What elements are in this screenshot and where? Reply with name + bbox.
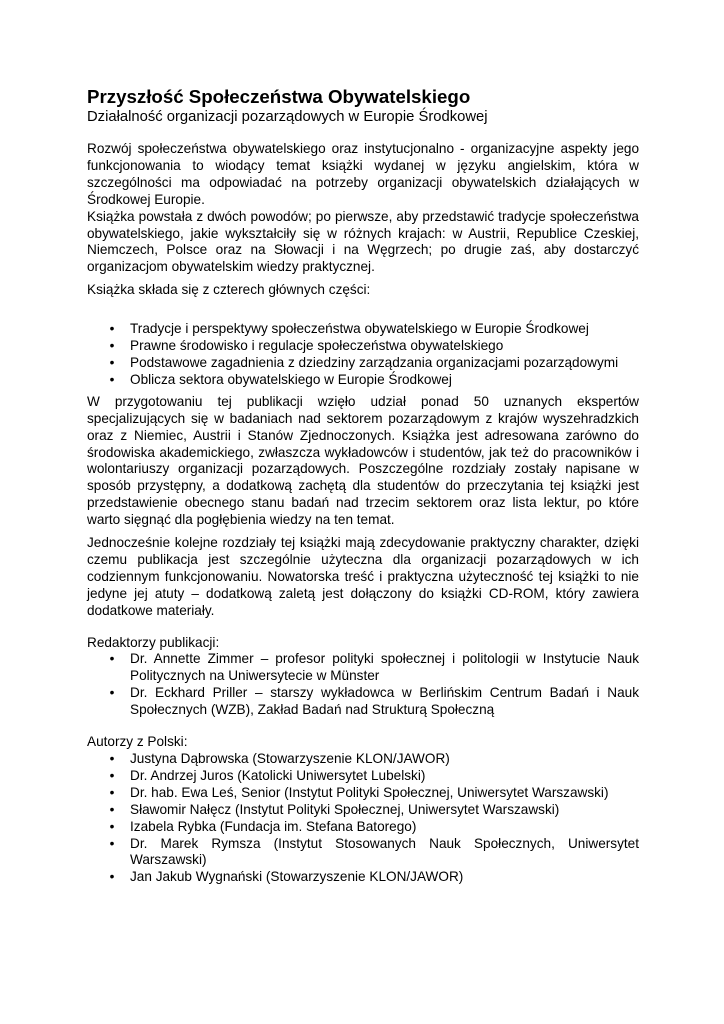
- document-page: [87, 86, 639, 886]
- body-paragraph-2: Jednocześnie kolejne rozdziały tej książki mają zdecydowanie praktyczny charakter, dzięki czemu publikacja jest szczególnie użyteczna dla organizacji pozarządowych w ich codziennym funkcjonowaniu. Nowatorska treść i praktyczna użyteczność tej książki to nie jedyne jej atuty – dodatkową zaletą jest dołączony do książki CD-ROM, który zawiera dodatkowe materiały.: [87, 535, 639, 618]
- list-item: • Sławomir Nałęcz (Instytut Polityki Społecznej, Uniwersytet Warszawski): [87, 802, 639, 819]
- editors-heading: Redaktorzy publikacji:: [87, 634, 220, 650]
- list-item: • Jan Jakub Wygnański (Stowarzyszenie KLON/JAWOR): [87, 869, 639, 886]
- editors-list: [87, 651, 639, 719]
- intro-paragraph-2: Książka powstała z dwóch powodów; po pierwsze, aby przedstawić tradycje społeczeństwa obywatelskiego, jakie wykształciły się w różnych krajach: w Austrii, Republice Czeskiej, Niemczech, Polsce oraz na Słowacji i na Węgrzech; po drugie zaś, aby dostarczyć organizacjom obywatelskim wiedzy praktycznej.: [87, 208, 639, 275]
- document-subtitle: Działalność organizacji pozarządowych w Europie Środkowej: [87, 109, 488, 125]
- authors-heading: Autorzy z Polski:: [87, 734, 188, 750]
- list-item: • Dr. Eckhard Priller – starszy wykładowca w Berlińskim Centrum Badań i Nauk Społecznych (WZB), Zakład Badań nad Strukturą Społeczną: [87, 685, 639, 719]
- list-item: • Dr. hab. Ewa Leś, Senior (Instytut Polityki Społecznej, Uniwersytet Warszawski): [87, 785, 639, 802]
- list-item: • Dr. Andrzej Juros (Katolicki Uniwersytet Lubelski): [87, 768, 639, 785]
- parts-list: [87, 321, 639, 389]
- bullet-icon: •: [109, 751, 115, 766]
- body-paragraph-1: W przygotowaniu tej publikacji wzięło udział ponad 50 uznanych ekspertów specjalizujących się w badaniach nad sektorem pozarządowym z krajów wyszehradzkich oraz z Niemiec, Austrii i Stanów Zjednoczonych. Książka jest adresowana zarówno do środowiska akademickiego, zwłaszcza wykładowców i studentów, jak też do pracowników i wolontariuszy organizacji pozarządowych. Poszczególne rozdziały zostały napisane w sposób przystępny, a dodatkową zachętą dla studentów do przeczytania tej książki jest przedstawienie obecnego stanu badań nad trzecim sektorem oraz lista lektur, po które warto sięgnąć dla pogłębienia wiedzy na ten temat.: [87, 393, 639, 528]
- bullet-icon: •: [109, 818, 115, 834]
- bullet-icon: •: [109, 784, 115, 800]
- list-item: • Dr. Marek Rymsza (Instytut Stosowanych Nauk Społecznych, Uniwersytet Warszawski): [87, 836, 639, 870]
- intro-paragraph-1: Rozwój społeczeństwa obywatelskiego oraz instytucjonalno - organizacyjne aspekty jego funkcjonowania to wiodący temat książki wydanej w języku angielskim, która w szczególności ma odpowiadać na potrzeby organizacji obywatelskich działających w Środkowej Europie.: [87, 141, 639, 207]
- bullet-icon: •: [109, 651, 115, 667]
- bullet-icon: •: [109, 801, 115, 817]
- bullet-icon: •: [109, 371, 115, 387]
- bullet-icon: •: [109, 338, 115, 354]
- list-item: • Prawne środowisko i regulacje społeczeństwa obywatelskiego: [87, 338, 639, 355]
- document-title: Przyszłość Społeczeństwa Obywatelskiego: [87, 86, 471, 107]
- authors-list: [87, 751, 639, 886]
- bullet-icon: •: [109, 767, 115, 783]
- bullet-icon: •: [109, 354, 115, 370]
- list-item: • Tradycje i perspektywy społeczeństwa obywatelskiego w Europie Środkowej: [87, 321, 639, 338]
- bullet-icon: •: [109, 685, 115, 701]
- list-item: • Justyna Dąbrowska (Stowarzyszenie KLON/JAWOR): [87, 751, 639, 768]
- bullet-icon: •: [109, 835, 115, 851]
- list-item: • Oblicza sektora obywatelskiego w Europie Środkowej: [87, 372, 639, 389]
- list-item: • Podstawowe zagadnienia z dziedziny zarządzania organizacjami pozarządowymi: [87, 355, 639, 372]
- parts-intro: Książka składa się z czterech głównych części:: [87, 282, 371, 298]
- bullet-icon: •: [109, 321, 115, 337]
- list-item: • Dr. Annette Zimmer – profesor polityki społecznej i politologii w Instytucie Nauk Politycznych na Uniwersytecie w Münster: [87, 651, 639, 685]
- bullet-icon: •: [109, 869, 115, 885]
- list-item: • Izabela Rybka (Fundacja im. Stefana Batorego): [87, 819, 639, 836]
